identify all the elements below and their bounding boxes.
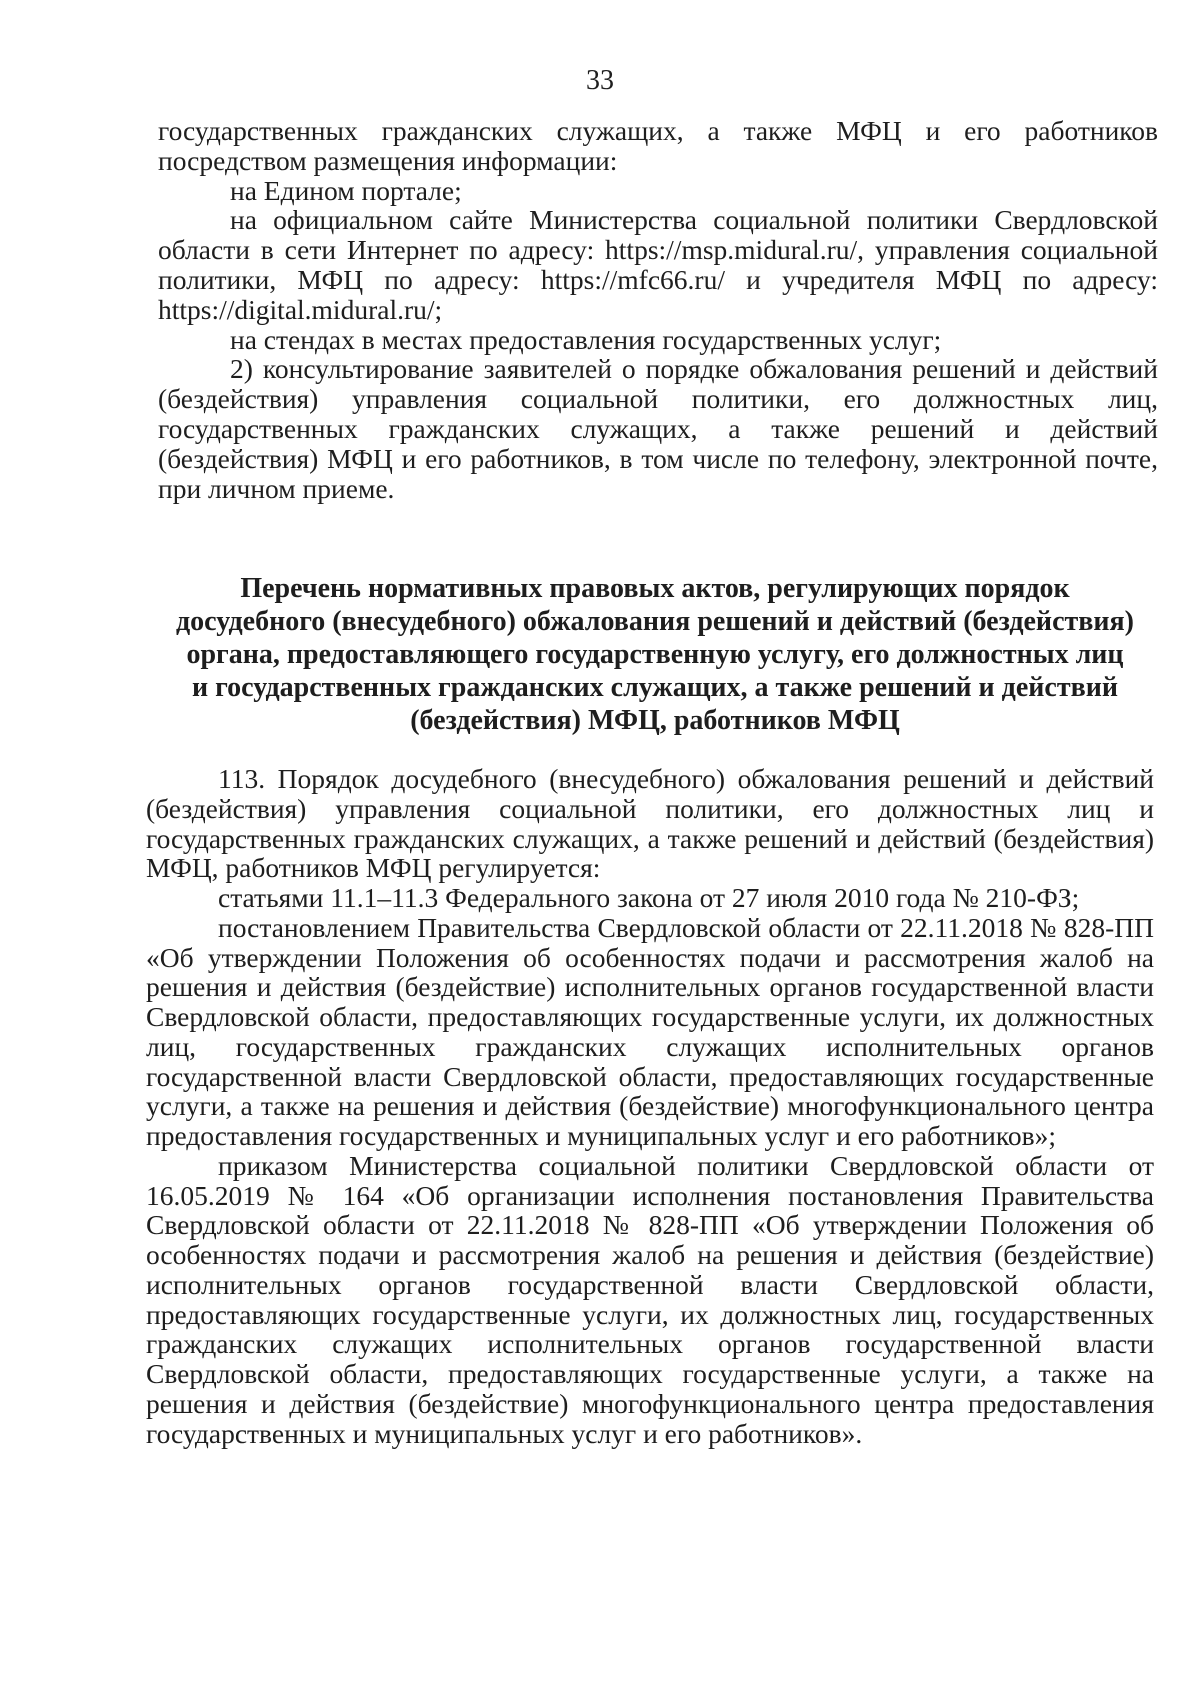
- section-heading: [150, 572, 1160, 737]
- paragraph-consulting: 2) консультирование заявителей о порядке обжалования решений и действий (бездействия) управления социальной политики, его должностных лиц, государственных гражданских служащих, а также решений и действий (бездействия) МФЦ и его работников, в том числе по телефону, электронной почте, при личном приеме.: [158, 353, 1158, 504]
- paragraph-ministry-order: приказом Министерства социальной политики Свердловской области от 16.05.2019 № 164 «Об организации исполнения постановления Правительства Свердловской области от 22.11.2018 № 828-ПП «Об утверждении Положения об особенностях подачи и рассмотрения жалоб на решения и действия (бездействие) исполнительных органов государственной власти Свердловской области, предоставляющих государственные услуги, их должностных лиц, государственных гражданских служащих исполнительных органов государственной власти Свердловской области, предоставляющих государственные услуги, а также на решения и действия (бездействие) многофункционального центра предоставления государственных и муниципальных услуг и его работников».: [146, 1149, 1154, 1449]
- heading-line: (бездействия) МФЦ, работников МФЦ: [410, 705, 900, 736]
- bottom-text-block: [146, 764, 1154, 1448]
- paragraph-official-website: на официальном сайте Министерства социальной политики Свердловской области в сети Интернет по адресу: https://msp.midural.ru/, управления социальной политики, МФЦ по адресу: https://mfc66.ru/ и учредителя МФЦ по адресу: https://digital.midural.ru/;: [158, 204, 1158, 325]
- page-number: 33: [586, 65, 614, 96]
- top-text-block: [158, 116, 1158, 503]
- paragraph-federal-law: статьями 11.1–11.3 Федерального закона от 27 июля 2010 года № 210-ФЗ;: [218, 882, 1080, 913]
- paragraph-continuation: государственных гражданских служащих, а также МФЦ и его работников посредством размещения информации:: [158, 115, 1158, 176]
- paragraph-113: 113. Порядок досудебного (внесудебного) обжалования решений и действий (бездействия) управления социальной политики, его должностных лиц и государственных гражданских служащих, а также решений и действий (бездействия) МФЦ, работников МФЦ регулируется:: [146, 763, 1154, 884]
- heading-line: Перечень нормативных правовых актов, регулирующих порядок: [240, 573, 1070, 604]
- paragraph-government-decree: постановлением Правительства Свердловской области от 22.11.2018 № 828-ПП «Об утверждении Положения об особенностях подачи и рассмотрения жалоб на решения и действия (бездействие) исполнительных органов государственной власти Свердловской области, предоставляющих государственные услуги, их должностных лиц, государственных гражданских служащих исполнительных органов государственной власти Свердловской области, предоставляющих государственные услуги, а также на решения и действия (бездействие) многофункционального центра предоставления государственных и муниципальных услуг и его работников»;: [146, 911, 1154, 1151]
- heading-line: досудебного (внесудебного) обжалования решений и действий (бездействия): [176, 606, 1134, 637]
- paragraph-single-portal: на Едином портале;: [230, 174, 462, 206]
- heading-line: и государственных гражданских служащих, а также решений и действий: [192, 672, 1118, 703]
- paragraph-stands: на стендах в местах предоставления государственных услуг;: [230, 323, 942, 355]
- heading-line: органа, предоставляющего государственную услугу, его должностных лиц: [186, 639, 1124, 670]
